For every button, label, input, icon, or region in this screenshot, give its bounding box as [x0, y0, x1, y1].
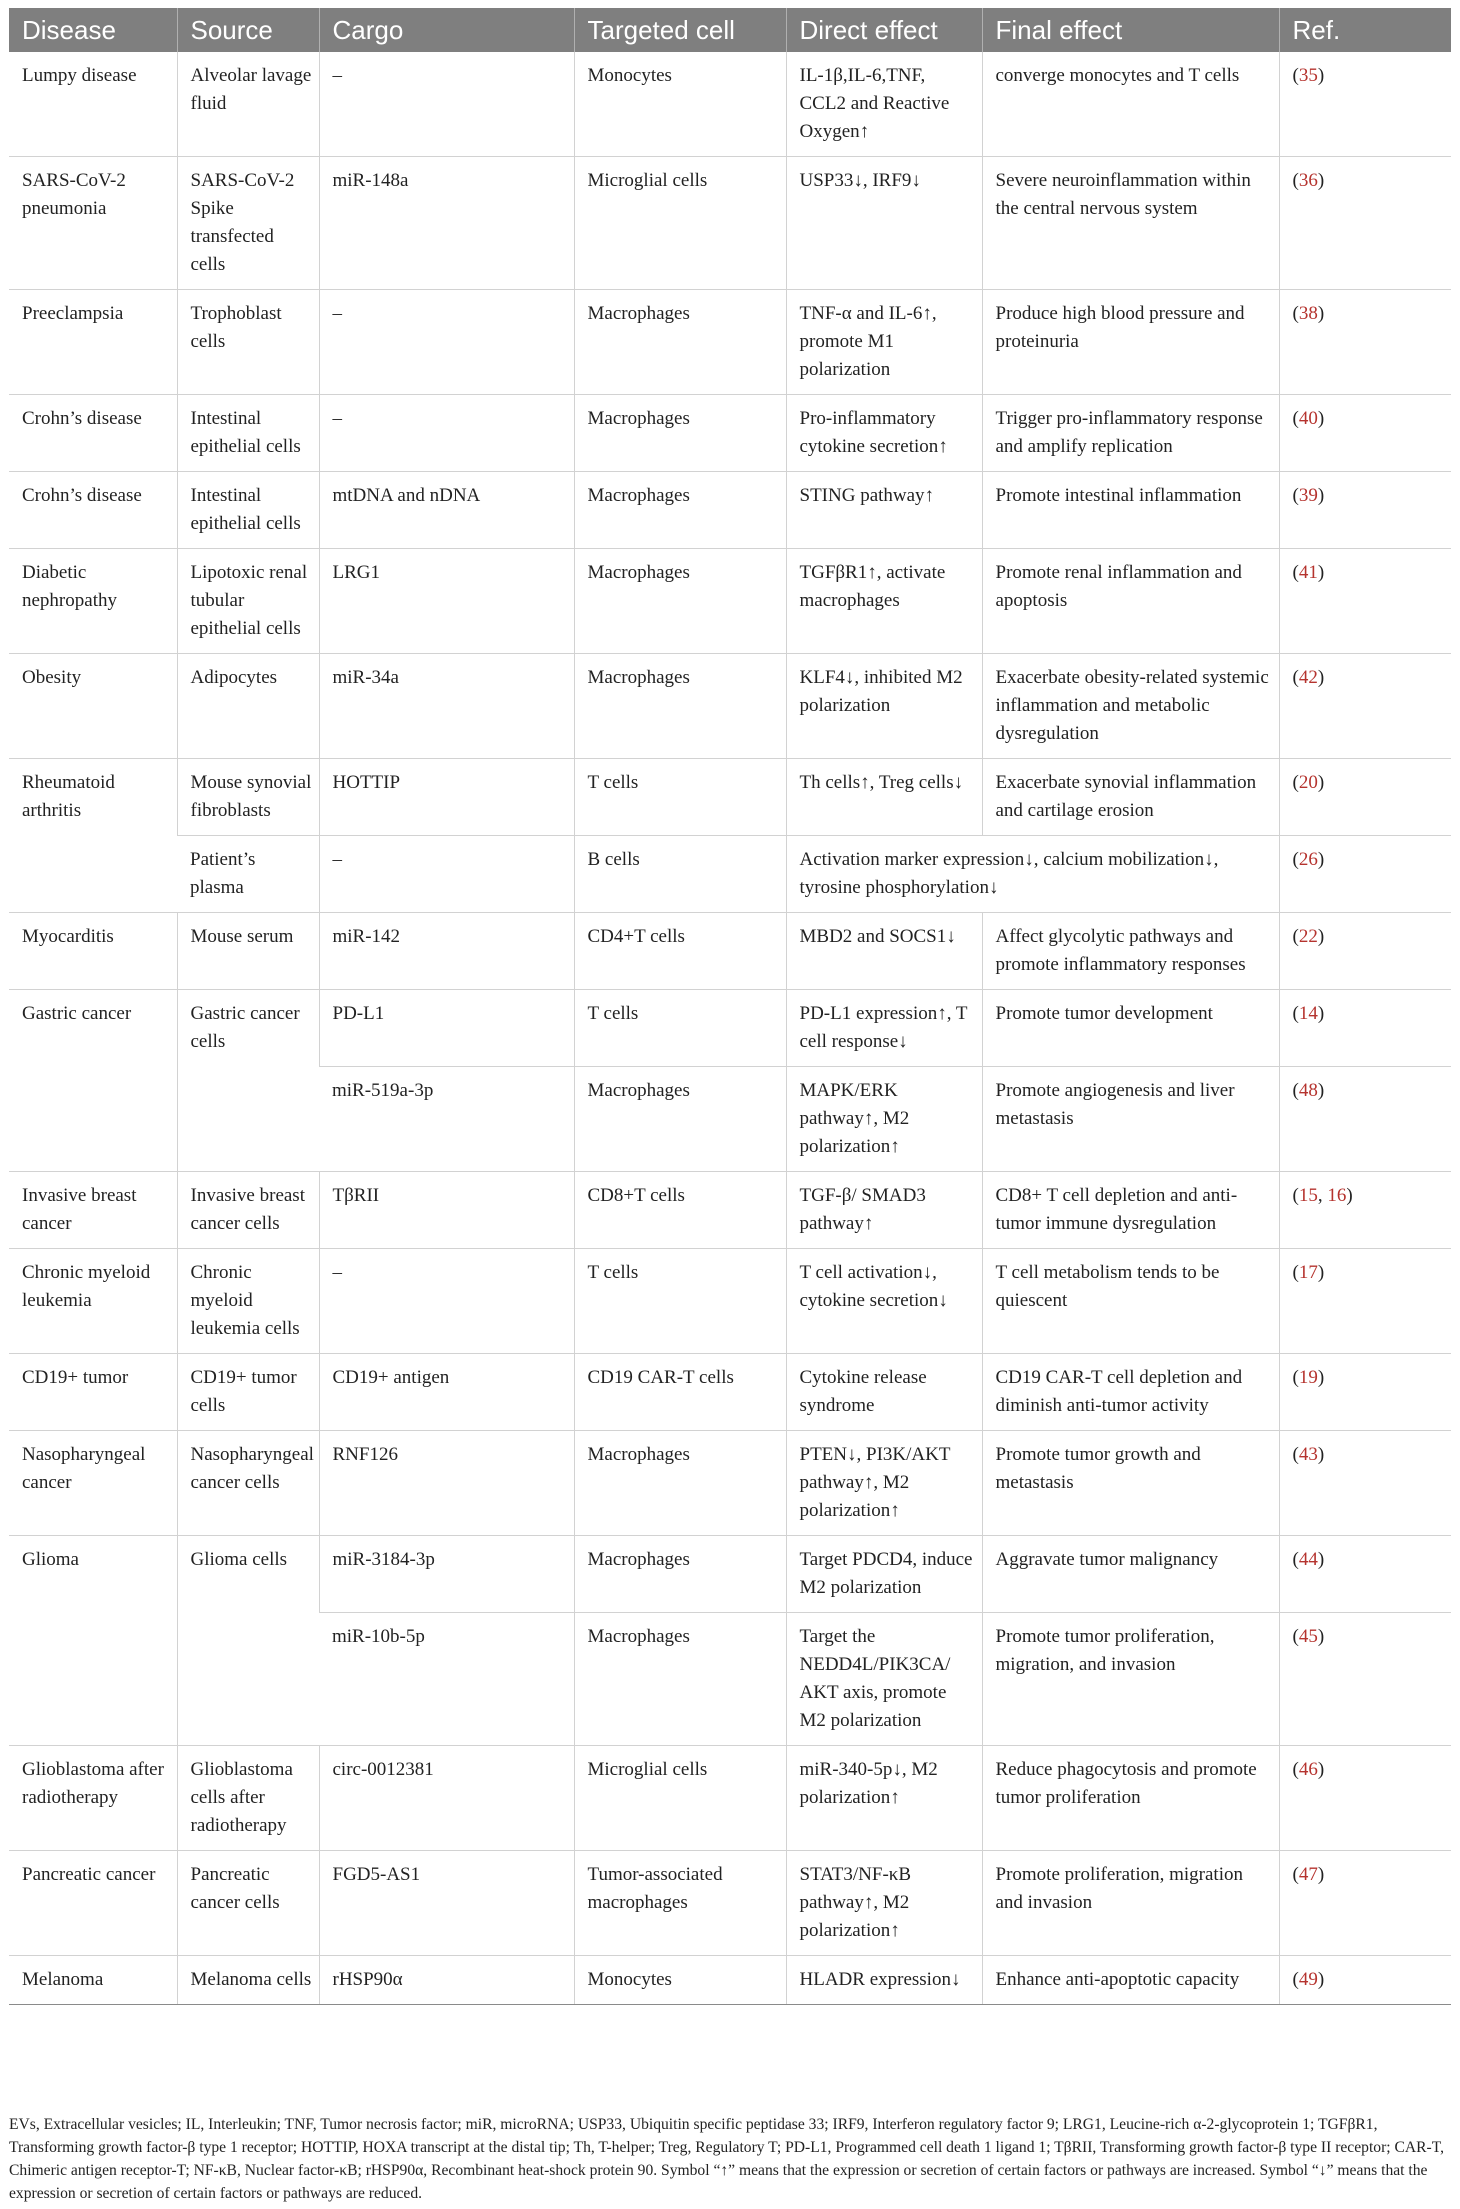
table-row	[9, 990, 1451, 1067]
extracellular-vesicles-table	[9, 8, 1451, 2005]
cell-targeted-cell: CD19 CAR-T cells	[574, 1354, 786, 1431]
table-row	[9, 1354, 1451, 1431]
cell-cargo: –	[319, 395, 574, 472]
cell-targeted-cell: Macrophages	[574, 290, 786, 395]
cell-ref	[1279, 1746, 1451, 1851]
cell-targeted-cell: Macrophages	[574, 1613, 786, 1746]
table-row	[9, 1431, 1451, 1536]
cell-targeted-cell: T cells	[574, 1249, 786, 1354]
ref-paren: (	[1292, 170, 1299, 191]
ref-paren: )	[1317, 170, 1325, 191]
cell-final-effect: Produce high blood pressure and proteinuria	[982, 290, 1279, 395]
cell-final-effect: Enhance anti-apoptotic capacity	[982, 1956, 1279, 2005]
cell-ref	[1279, 1956, 1451, 2005]
cell-source: CD19+ tumor cells	[177, 1354, 319, 1431]
table-row	[9, 1746, 1451, 1851]
cell-ref	[1279, 1851, 1451, 1956]
reference-link[interactable]: 46	[1298, 1759, 1318, 1780]
cell-disease: Gastric cancer	[9, 990, 177, 1172]
ref-paren: (	[1292, 1080, 1299, 1101]
cell-disease: Diabetic nephropathy	[9, 549, 177, 654]
table-row	[9, 1172, 1451, 1249]
ref-paren: )	[1317, 1969, 1325, 1990]
cell-source: Invasive breast cancer cells	[177, 1172, 319, 1249]
reference-link[interactable]: 22	[1298, 926, 1318, 947]
reference-link[interactable]: 16	[1327, 1185, 1347, 1206]
ref-paren: (	[1292, 1626, 1299, 1647]
cell-source: Chronic myeloid leukemia cells	[177, 1249, 319, 1354]
ref-paren: (	[1292, 1262, 1299, 1283]
cell-direct-effect: USP33↓, IRF9↓	[786, 157, 982, 290]
cell-direct-effect: Activation marker expression↓, calcium mobilization↓, tyrosine phosphorylation↓	[786, 836, 1279, 913]
reference-link[interactable]: 20	[1298, 772, 1318, 793]
cell-ref	[1279, 836, 1451, 913]
cell-cargo: –	[319, 52, 574, 157]
reference-link[interactable]: 17	[1298, 1262, 1318, 1283]
ref-paren: (	[1292, 408, 1299, 429]
cell-direct-effect: STING pathway↑	[786, 472, 982, 549]
cell-cargo: miR-148a	[319, 157, 574, 290]
ref-paren: (	[1292, 303, 1299, 324]
cell-targeted-cell: Monocytes	[574, 1956, 786, 2005]
cell-cargo: –	[319, 290, 574, 395]
cell-ref	[1279, 52, 1451, 157]
cell-targeted-cell: CD4+T cells	[574, 913, 786, 990]
cell-targeted-cell: T cells	[574, 759, 786, 836]
cell-direct-effect: MBD2 and SOCS1↓	[786, 913, 982, 990]
ref-paren: (	[1292, 1185, 1299, 1206]
header-ref: Ref.	[1279, 8, 1451, 52]
cell-source: Lipotoxic renal tubular epithelial cells	[177, 549, 319, 654]
reference-link[interactable]: 49	[1298, 1969, 1318, 1990]
ref-paren: )	[1317, 408, 1325, 429]
cell-disease: Glioma	[9, 1536, 177, 1746]
reference-link[interactable]: 35	[1298, 65, 1318, 86]
cell-disease: Myocarditis	[9, 913, 177, 990]
cell-final-effect: converge monocytes and T cells	[982, 52, 1279, 157]
table-row	[9, 759, 1451, 836]
cell-source: Glioblastoma cells after radiotherapy	[177, 1746, 319, 1851]
cell-cargo: miR-519a-3p	[319, 1067, 574, 1172]
reference-link[interactable]: 36	[1298, 170, 1318, 191]
table-body	[9, 52, 1451, 2005]
cell-direct-effect: Cytokine release syndrome	[786, 1354, 982, 1431]
ref-paren: )	[1317, 667, 1325, 688]
cell-disease: Pancreatic cancer	[9, 1851, 177, 1956]
cell-ref	[1279, 990, 1451, 1067]
cell-disease: CD19+ tumor	[9, 1354, 177, 1431]
header-source: Source	[177, 8, 319, 52]
cell-disease: Rheumatoid arthritis	[9, 759, 177, 913]
table-footnote: EVs, Extracellular vesicles; IL, Interleukin; TNF, Tumor necrosis factor; miR, microRNA; USP33, Ubiquitin specific peptidase 33; IRF9, Interferon regulatory factor 9; LRG1, Leucine-rich α-2-glycoprotein 1; TGFβR1, Transforming growth factor-β type 1 receptor; HOTTIP, HOXA transcript at the distal tip; Th, T-helper; Treg, Regulatory T; PD-L1, Programmed cell death 1 ligand 1; TβRII, Transforming growth factor-β type II receptor; CAR-T, Chimeric antigen receptor-T; NF-κB, Nuclear factor-κB; rHSP90α, Recombinant heat-shock protein 90. Symbol “↑” means that the expression or secretion of certain factors or pathways are increased. Symbol “↓” means that the expression or secretion of certain factors or pathways are reduced.	[9, 2116, 1445, 2202]
ref-paren: )	[1317, 1262, 1325, 1283]
cell-final-effect: Promote intestinal inflammation	[982, 472, 1279, 549]
cell-source: Intestinal epithelial cells	[177, 395, 319, 472]
cell-targeted-cell: Macrophages	[574, 549, 786, 654]
reference-link[interactable]: 48	[1298, 1080, 1318, 1101]
cell-ref	[1279, 654, 1451, 759]
cell-targeted-cell: Macrophages	[574, 472, 786, 549]
cell-targeted-cell: Tumor-associated macrophages	[574, 1851, 786, 1956]
cell-direct-effect: IL-1β,IL-6,TNF, CCL2 and Reactive Oxygen↑	[786, 52, 982, 157]
ref-paren: (	[1292, 485, 1299, 506]
cell-disease: SARS-CoV-2 pneumonia	[9, 157, 177, 290]
ref-paren: (	[1292, 1864, 1299, 1885]
ref-paren: )	[1317, 1864, 1325, 1885]
cell-direct-effect: PTEN↓, PI3K/AKT pathway↑, M2 polarization↑	[786, 1431, 982, 1536]
cell-ref	[1279, 1172, 1451, 1249]
reference-link[interactable]: 44	[1298, 1549, 1318, 1570]
table-row	[9, 1249, 1451, 1354]
ref-paren: (	[1292, 1759, 1299, 1780]
table-row	[9, 654, 1451, 759]
table-row	[9, 1956, 1451, 2005]
cell-final-effect: Severe neuroinflammation within the central nervous system	[982, 157, 1279, 290]
cell-ref	[1279, 1354, 1451, 1431]
cell-ref	[1279, 1067, 1451, 1172]
reference-link[interactable]: 14	[1298, 1003, 1318, 1024]
ref-paren: )	[1317, 1444, 1325, 1465]
reference-link[interactable]: 41	[1298, 562, 1318, 583]
reference-link[interactable]: 47	[1298, 1864, 1318, 1885]
ref-separator: ,	[1317, 1185, 1328, 1206]
header-final-effect: Final effect	[982, 8, 1279, 52]
cell-targeted-cell: Macrophages	[574, 1067, 786, 1172]
cell-final-effect: Exacerbate synovial inflammation and cartilage erosion	[982, 759, 1279, 836]
cell-ref	[1279, 549, 1451, 654]
ref-paren: (	[1292, 1444, 1299, 1465]
cell-source: Mouse synovial fibroblasts	[177, 759, 319, 836]
cell-disease: Chronic myeloid leukemia	[9, 1249, 177, 1354]
cell-cargo: PD-L1	[319, 990, 574, 1067]
cell-final-effect: T cell metabolism tends to be quiescent	[982, 1249, 1279, 1354]
cell-final-effect: Promote tumor growth and metastasis	[982, 1431, 1279, 1536]
cell-cargo: miR-10b-5p	[319, 1613, 574, 1746]
table-row	[9, 157, 1451, 290]
cell-targeted-cell: T cells	[574, 990, 786, 1067]
ref-paren: (	[1292, 562, 1299, 583]
cell-source: Gastric cancer cells	[177, 990, 319, 1172]
cell-disease: Crohn’s disease	[9, 472, 177, 549]
cell-cargo: LRG1	[319, 549, 574, 654]
cell-final-effect: Exacerbate obesity-related systemic inflammation and metabolic dysregulation	[982, 654, 1279, 759]
cell-cargo: TβRII	[319, 1172, 574, 1249]
cell-source: Trophoblast cells	[177, 290, 319, 395]
cell-final-effect: Affect glycolytic pathways and promote inflammatory responses	[982, 913, 1279, 990]
cell-ref	[1279, 1431, 1451, 1536]
ref-paren: (	[1292, 65, 1299, 86]
cell-cargo: FGD5-AS1	[319, 1851, 574, 1956]
cell-direct-effect: PD-L1 expression↑, T cell response↓	[786, 990, 982, 1067]
ref-paren: )	[1317, 1080, 1325, 1101]
cell-direct-effect: KLF4↓, inhibited M2 polarization	[786, 654, 982, 759]
cell-targeted-cell: Macrophages	[574, 395, 786, 472]
cell-source: Nasopharyngeal cancer cells	[177, 1431, 319, 1536]
table-row	[9, 549, 1451, 654]
cell-cargo: miR-3184-3p	[319, 1536, 574, 1613]
cell-cargo: rHSP90α	[319, 1956, 574, 2005]
cell-direct-effect: Th cells↑, Treg cells↓	[786, 759, 982, 836]
cell-disease: Nasopharyngeal cancer	[9, 1431, 177, 1536]
table-row	[9, 913, 1451, 990]
cell-direct-effect: Target the NEDD4L/PIK3CA/ AKT axis, promote M2 polarization	[786, 1613, 982, 1746]
header-cargo: Cargo	[319, 8, 574, 52]
cell-source: Melanoma cells	[177, 1956, 319, 2005]
cell-ref	[1279, 1613, 1451, 1746]
cell-final-effect: Reduce phagocytosis and promote tumor proliferation	[982, 1746, 1279, 1851]
cell-targeted-cell: Microglial cells	[574, 1746, 786, 1851]
cell-targeted-cell: Macrophages	[574, 1536, 786, 1613]
ref-paren: (	[1292, 849, 1299, 870]
ref-paren: )	[1317, 1626, 1325, 1647]
cell-disease: Melanoma	[9, 1956, 177, 2005]
cell-cargo: RNF126	[319, 1431, 574, 1536]
cell-ref	[1279, 759, 1451, 836]
cell-disease: Obesity	[9, 654, 177, 759]
cell-cargo: circ-0012381	[319, 1746, 574, 1851]
cell-source: Alveolar lavage fluid	[177, 52, 319, 157]
cell-direct-effect: STAT3/NF-κB pathway↑, M2 polarization↑	[786, 1851, 982, 1956]
cell-ref	[1279, 1249, 1451, 1354]
reference-link[interactable]: 42	[1298, 667, 1318, 688]
cell-source: Glioma cells	[177, 1536, 319, 1746]
cell-ref	[1279, 1536, 1451, 1613]
ref-paren: )	[1317, 485, 1325, 506]
cell-targeted-cell: CD8+T cells	[574, 1172, 786, 1249]
reference-link[interactable]: 40	[1298, 408, 1318, 429]
ref-paren: )	[1317, 303, 1325, 324]
cell-direct-effect: T cell activation↓, cytokine secretion↓	[786, 1249, 982, 1354]
cell-direct-effect: Pro-inflammatory cytokine secretion↑	[786, 395, 982, 472]
cell-source: Mouse serum	[177, 913, 319, 990]
cell-source: Intestinal epithelial cells	[177, 472, 319, 549]
cell-final-effect: Promote angiogenesis and liver metastasis	[982, 1067, 1279, 1172]
cell-disease: Invasive breast cancer	[9, 1172, 177, 1249]
cell-direct-effect: TGFβR1↑, activate macrophages	[786, 549, 982, 654]
cell-final-effect: Promote tumor development	[982, 990, 1279, 1067]
cell-ref	[1279, 472, 1451, 549]
reference-link[interactable]: 39	[1298, 485, 1318, 506]
cell-disease: Preeclampsia	[9, 290, 177, 395]
cell-cargo: –	[319, 1249, 574, 1354]
ref-paren: (	[1292, 772, 1299, 793]
ref-paren: )	[1317, 1759, 1325, 1780]
header-disease: Disease	[9, 8, 177, 52]
cell-cargo: CD19+ antigen	[319, 1354, 574, 1431]
ref-paren: (	[1292, 667, 1299, 688]
table-row	[9, 395, 1451, 472]
table-row	[9, 290, 1451, 395]
cell-final-effect: CD8+ T cell depletion and anti-tumor immune dysregulation	[982, 1172, 1279, 1249]
cell-targeted-cell: B cells	[574, 836, 786, 913]
cell-direct-effect: miR-340-5p↓, M2 polarization↑	[786, 1746, 982, 1851]
cell-ref	[1279, 290, 1451, 395]
cell-direct-effect: MAPK/ERK pathway↑, M2 polarization↑	[786, 1067, 982, 1172]
cell-disease: Lumpy disease	[9, 52, 177, 157]
ref-paren: )	[1317, 772, 1325, 793]
header-direct-effect: Direct effect	[786, 8, 982, 52]
cell-ref	[1279, 157, 1451, 290]
table-row	[9, 836, 1451, 913]
cell-ref	[1279, 913, 1451, 990]
cell-ref	[1279, 395, 1451, 472]
reference-link[interactable]: 26	[1298, 849, 1318, 870]
cell-source: Adipocytes	[177, 654, 319, 759]
cell-direct-effect: Target PDCD4, induce M2 polarization	[786, 1536, 982, 1613]
ref-paren: )	[1317, 1367, 1325, 1388]
table-header-row	[9, 8, 1451, 52]
ref-paren: )	[1317, 562, 1325, 583]
cell-final-effect: Trigger pro-inflammatory response and amplify replication	[982, 395, 1279, 472]
cell-source: SARS-CoV-2 Spike transfected cells	[177, 157, 319, 290]
cell-targeted-cell: Macrophages	[574, 1431, 786, 1536]
cell-targeted-cell: Monocytes	[574, 52, 786, 157]
table-row	[9, 1851, 1451, 1956]
reference-link[interactable]: 15	[1298, 1185, 1318, 1206]
ref-paren: (	[1292, 1549, 1299, 1570]
cell-source: Patient’s plasma	[177, 836, 319, 913]
cell-cargo: miR-34a	[319, 654, 574, 759]
cell-final-effect: Promote tumor proliferation, migration, and invasion	[982, 1613, 1279, 1746]
cell-cargo: –	[319, 836, 574, 913]
table-row	[9, 472, 1451, 549]
cell-cargo: HOTTIP	[319, 759, 574, 836]
cell-direct-effect: TNF-α and IL-6↑, promote M1 polarization	[786, 290, 982, 395]
cell-final-effect: Promote renal inflammation and apoptosis	[982, 549, 1279, 654]
ref-paren: )	[1317, 926, 1325, 947]
cell-targeted-cell: Macrophages	[574, 654, 786, 759]
cell-source: Pancreatic cancer cells	[177, 1851, 319, 1956]
reference-link[interactable]: 38	[1298, 303, 1318, 324]
ref-paren: )	[1317, 1549, 1325, 1570]
cell-final-effect: Aggravate tumor malignancy	[982, 1536, 1279, 1613]
cell-final-effect: Promote proliferation, migration and invasion	[982, 1851, 1279, 1956]
ref-paren: )	[1317, 65, 1325, 86]
cell-final-effect: CD19 CAR-T cell depletion and diminish anti-tumor activity	[982, 1354, 1279, 1431]
ref-paren: (	[1292, 926, 1299, 947]
table-row	[9, 52, 1451, 157]
ref-paren: )	[1346, 1185, 1353, 1206]
ref-paren: (	[1292, 1969, 1299, 1990]
cell-direct-effect: HLADR expression↓	[786, 1956, 982, 2005]
cell-cargo: miR-142	[319, 913, 574, 990]
cell-cargo: mtDNA and nDNA	[319, 472, 574, 549]
cell-disease: Glioblastoma after radiotherapy	[9, 1746, 177, 1851]
ref-paren: )	[1317, 1003, 1325, 1024]
cell-direct-effect: TGF-β/ SMAD3 pathway↑	[786, 1172, 982, 1249]
ref-paren: (	[1292, 1367, 1299, 1388]
cell-disease: Crohn’s disease	[9, 395, 177, 472]
cell-targeted-cell: Microglial cells	[574, 157, 786, 290]
reference-link[interactable]: 19	[1298, 1367, 1318, 1388]
reference-link[interactable]: 45	[1298, 1626, 1318, 1647]
reference-link[interactable]: 43	[1298, 1444, 1318, 1465]
header-targeted-cell: Targeted cell	[574, 8, 786, 52]
table-row	[9, 1536, 1451, 1613]
ref-paren: (	[1292, 1003, 1299, 1024]
ref-paren: )	[1317, 849, 1325, 870]
